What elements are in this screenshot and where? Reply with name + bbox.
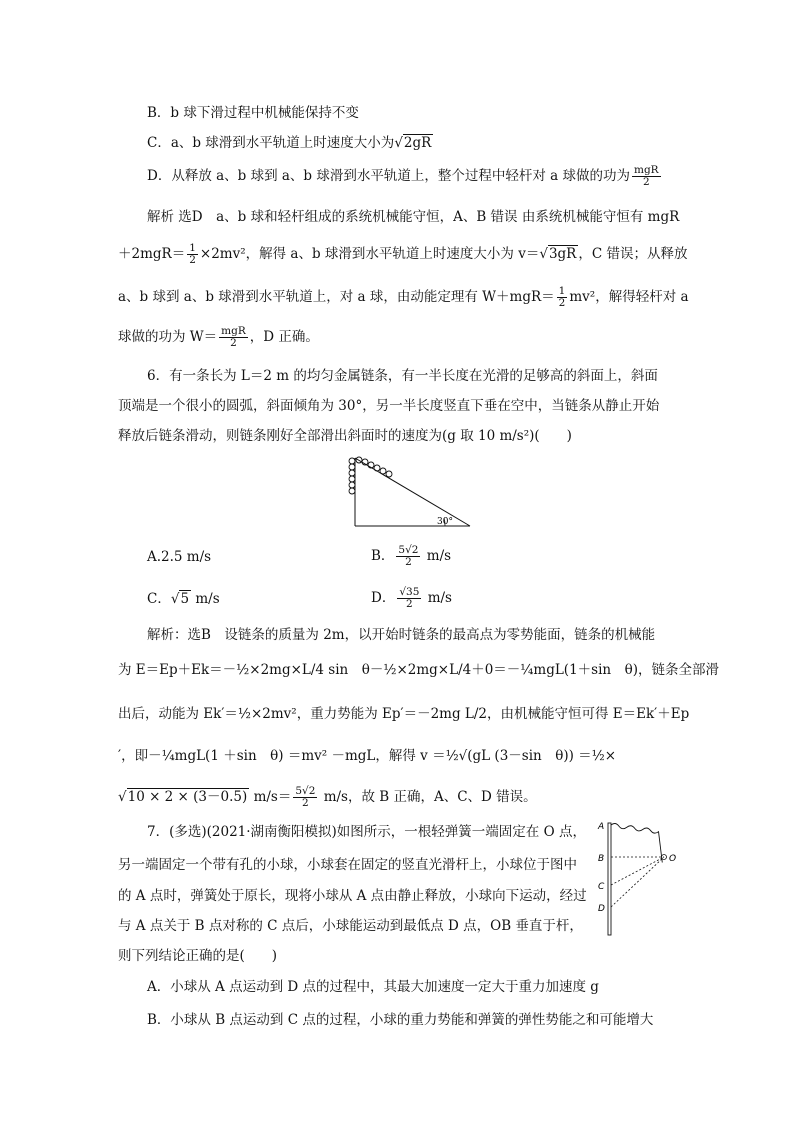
q6-solution-line-3: 出后，动能为 Ek′＝½×2mv²，重力势能为 Ep′＝－2mg L/2，由机械能守恒可得 E＝Ek′＋Ep bbox=[118, 706, 690, 722]
q6-option-b-fraction bbox=[396, 545, 420, 568]
q6-option-d-fraction bbox=[397, 587, 421, 610]
q6-solution-line-4: ′，即－¼mgL(1 ＋sin θ) ＝mv² －mgL，解得 v ＝½√(gL (3－sin θ)) ＝½× bbox=[118, 748, 617, 764]
fraction-denominator: 2 bbox=[302, 797, 309, 809]
option-letter: D． bbox=[371, 590, 396, 606]
half-fraction: $\frac{1}{2}$ bbox=[558, 285, 566, 309]
result-fraction bbox=[293, 786, 317, 809]
q5-option-c-text: C．a、b 球滑到水平轨道上时速度大小为 bbox=[147, 135, 395, 151]
fraction-denominator: 2 bbox=[405, 556, 412, 568]
radicand: 10 × 2 × (3－0.5) bbox=[127, 789, 248, 805]
q6-option-d bbox=[371, 587, 452, 610]
fraction-numerator: √35 bbox=[399, 586, 420, 598]
sqrt-sign bbox=[394, 135, 403, 151]
option-letter: C． bbox=[147, 591, 171, 607]
q7-spring-rod-figure bbox=[594, 815, 684, 940]
q6-option-b bbox=[371, 545, 451, 568]
half-fraction: $\frac{1}{2}$ bbox=[189, 242, 196, 266]
q6-stem-line-3: 释放后链条滑动，则链条刚好全部滑出斜面时的速度为(g 取 10 m/s²)( ) bbox=[118, 428, 572, 444]
work-fraction bbox=[219, 326, 248, 349]
q5-option-d-fraction bbox=[632, 165, 661, 188]
q7-stem-line-4: 与 A 点关于 B 点对称的 C 点后，小球能运动到最低点 D 点，OB 垂直于杆， bbox=[118, 918, 583, 934]
solution-text: m/s，故 B 正确，A、C、D 错误。 bbox=[323, 789, 537, 805]
q6-incline-figure bbox=[345, 452, 475, 530]
unit: m/s bbox=[426, 548, 452, 564]
fraction-denominator: 2 bbox=[230, 337, 237, 349]
fraction-numerator: mgR bbox=[634, 164, 659, 176]
q5-option-b: B．b 球下滑过程中机械能保持不变 bbox=[147, 105, 359, 121]
sqrt-sign bbox=[118, 789, 127, 805]
q6-solution-line-1: 解析：选B 设链条的质量为 2m，以开始时链条的最高点为零势能面，链条的机械能 bbox=[147, 627, 656, 643]
fraction-numerator: mgR bbox=[221, 325, 246, 337]
q5-option-c-radicand: 2gR bbox=[403, 135, 432, 151]
q7-stem-line-1: 7．(多选)(2021·湖南衡阳模拟)如图所示，一根轻弹簧一端固定在 O 点， bbox=[147, 824, 586, 840]
q5-option-c bbox=[147, 133, 433, 153]
point-b-label: B bbox=[598, 854, 605, 864]
q5-solution-line-2 bbox=[118, 243, 687, 266]
sqrt-sign bbox=[539, 246, 548, 262]
solution-text: mv²，解得轻杆对 a bbox=[569, 289, 689, 305]
solution-text: a、b 球到 a、b 球滑到水平轨道上，对 a 球，由动能定理有 W＋mgR＝ bbox=[118, 289, 555, 305]
q6-stem-line-2: 顶端是一个很小的圆弧，斜面倾角为 30°，另一半长度竖直下垂在空中，当链条从静止开始 bbox=[118, 398, 660, 414]
q5-option-d-text: D．从释放 a、b 球到 a、b 球滑到水平轨道上，整个过程中轻杆对 a 球做的功为 bbox=[147, 168, 630, 184]
q5-solution-line-1: 解析 选D a、b 球和轻杆组成的系统机械能守恒，A、B 错误 由系统机械能守恒有 mgR bbox=[147, 209, 680, 225]
point-a-label: A bbox=[598, 822, 605, 832]
unit: m/s bbox=[195, 591, 220, 607]
unit: m/s bbox=[427, 590, 452, 606]
solution-text: 球做的功为 W＝ bbox=[118, 329, 218, 345]
q6-stem-line-1: 6．有一条长为 L＝2 m 的均匀金属链条，有一半长度在光滑的足够高的斜面上，斜面 bbox=[147, 368, 658, 384]
solution-text: ＋2mgR＝ bbox=[118, 246, 186, 262]
q7-option-b: B．小球从 B 点运动到 C 点的过程，小球的重力势能和弹簧的弹性势能之和可能增大 bbox=[147, 1012, 654, 1028]
q5-solution-line-4 bbox=[118, 326, 319, 349]
option-letter: B． bbox=[371, 548, 395, 564]
q7-stem-line-2: 另一端固定一个带有孔的小球，小球套在固定的竖直光滑杆上，小球位于图中 bbox=[118, 857, 577, 873]
angle-label: 30° bbox=[437, 517, 453, 527]
q6-solution-line-5 bbox=[118, 786, 537, 809]
q5-solution-line-3 bbox=[118, 286, 689, 309]
solution-text: ×2mv²，解得 a、b 球滑到水平轨道上时速度大小为 v＝ bbox=[199, 246, 540, 262]
point-c-label: C bbox=[598, 882, 605, 892]
q6-option-a: A.2.5 m/s bbox=[147, 549, 212, 565]
solution-text: m/s＝ bbox=[253, 789, 292, 805]
q7-stem-line-5: 则下列结论正确的是( ) bbox=[118, 948, 278, 964]
q7-option-a: A．小球从 A 点运动到 D 点的过程中，其最大加速度一定大于重力加速度 g bbox=[147, 979, 599, 995]
solution-text: ，D 正确。 bbox=[249, 329, 319, 345]
q6-option-c bbox=[147, 589, 220, 609]
point-d-label: D bbox=[598, 904, 605, 914]
q7-stem-line-3: 的 A 点时，弹簧处于原长，现将小球从 A 点由静止释放，小球向下运动，经过 bbox=[118, 888, 587, 904]
fraction-denominator: 2 bbox=[406, 598, 413, 610]
q6-solution-line-2: 为 E＝Ep＋Ek＝－½×2mg×L/4 sin θ－½×2mg×L/4＋0＝－¼mgL(1＋sin θ)，链条全部滑 bbox=[118, 662, 719, 678]
radicand: 5 bbox=[180, 591, 190, 607]
radicand: 3gR bbox=[548, 246, 577, 262]
fraction-denominator: 2 bbox=[642, 176, 650, 188]
fraction-numerator: 5√2 bbox=[295, 785, 316, 797]
point-o-label: O bbox=[669, 854, 677, 864]
solution-text: ，C 错误；从释放 bbox=[578, 246, 688, 262]
q5-option-d bbox=[147, 165, 663, 188]
fraction-numerator: 5√2 bbox=[398, 544, 419, 556]
